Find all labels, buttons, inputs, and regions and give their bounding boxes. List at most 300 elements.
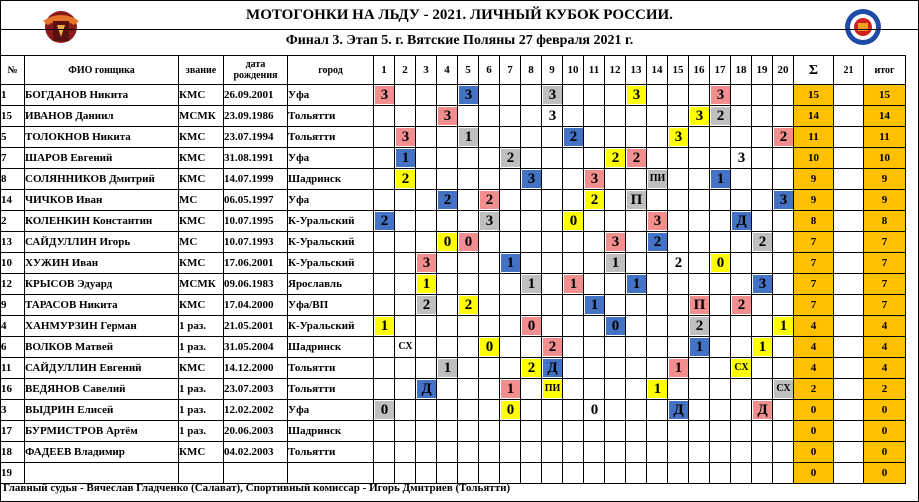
heat-result: 3 [459,86,478,104]
rider-city: Тольятти [288,379,374,400]
heat-cell [416,190,437,211]
table-row [1,358,906,379]
heat-result: 2 [732,296,751,314]
rider-dob: 31.05.2004 [224,337,288,358]
heat-cell [584,337,605,358]
rider-name: ХУЖИН Иван [25,253,179,274]
heat-cell [542,274,563,295]
heat-cell [458,211,479,232]
header-heat: 10 [563,56,584,85]
header-heat: 5 [458,56,479,85]
heat-result: 0 [501,401,520,419]
table-row [1,190,906,211]
heat-cell [542,190,563,211]
heat-21-cell [834,274,864,295]
heat-cell [563,442,584,463]
rider-number: 2 [1,211,25,232]
heat-cell [731,169,752,190]
heat-cell [437,232,458,253]
table-row [1,85,906,106]
heat-cell [521,274,542,295]
heat-cell [479,211,500,232]
heat-cell [437,169,458,190]
rider-total: 0 [864,463,906,484]
rider-sum: 4 [794,358,834,379]
heat-cell [374,106,395,127]
rider-name: КОЛЕНКИН Константин [25,211,179,232]
heat-cell [542,379,563,400]
table-row [1,232,906,253]
heat-result: 0 [459,233,478,251]
rider-sum: 14 [794,106,834,127]
heat-cell [647,463,668,484]
heat-cell [731,274,752,295]
rider-sum: 11 [794,127,834,148]
table-row [1,169,906,190]
rider-total: 10 [864,148,906,169]
heat-cell [710,106,731,127]
heat-cell [605,295,626,316]
rider-number: 9 [1,295,25,316]
heat-cell [542,169,563,190]
heat-cell [626,316,647,337]
header-heat: 16 [689,56,710,85]
heat-cell [752,211,773,232]
heat-result: 1 [375,317,394,335]
heat-cell [668,463,689,484]
rider-dob: 06.05.1997 [224,190,288,211]
heat-21-cell [834,190,864,211]
rider-rank: МСМК [179,106,224,127]
heat-cell [689,358,710,379]
heat-cell [416,253,437,274]
heat-cell [500,316,521,337]
heat-result: 3 [396,128,415,146]
heat-cell [689,400,710,421]
heat-cell [479,442,500,463]
heat-cell [773,316,794,337]
rider-dob: 31.08.1991 [224,148,288,169]
heat-21-cell [834,127,864,148]
heat-cell [731,232,752,253]
heat-result: 3 [753,275,772,293]
heat-cell [395,400,416,421]
heat-cell [521,379,542,400]
heat-cell [521,190,542,211]
table-row [1,463,906,484]
heat-cell [647,442,668,463]
heat-cell [395,379,416,400]
heat-cell [752,442,773,463]
heat-cell [605,358,626,379]
heat-result: 1 [648,380,667,398]
heat-cell [626,253,647,274]
heat-result: 2 [522,359,541,377]
heat-result: П [690,296,709,314]
heat-cell [626,463,647,484]
table-row [1,253,906,274]
heat-cell [689,274,710,295]
heat-result: 2 [480,191,499,209]
heat-21-cell [834,148,864,169]
heat-cell [416,148,437,169]
heat-cell [626,148,647,169]
rider-rank: КМС [179,253,224,274]
rider-rank: КМС [179,442,224,463]
rider-dob: 17.06.2001 [224,253,288,274]
heat-cell [647,127,668,148]
heat-cell [773,190,794,211]
heat-cell [668,232,689,253]
heat-cell [458,400,479,421]
heat-result: 1 [522,275,541,293]
heat-cell [542,421,563,442]
heat-cell [626,442,647,463]
heat-cell [374,253,395,274]
heat-cell [563,295,584,316]
header-sum: Σ [794,56,834,85]
heat-cell [500,400,521,421]
heat-cell [458,358,479,379]
heat-cell [374,463,395,484]
heat-cell [710,379,731,400]
heat-cell [437,211,458,232]
rider-city: Уфа [288,148,374,169]
heat-cell [689,463,710,484]
rider-rank: КМС [179,127,224,148]
table-row [1,295,906,316]
heat-cell [416,316,437,337]
heat-cell [458,106,479,127]
heat-result: 0 [585,401,604,419]
heat-cell [584,169,605,190]
heat-cell [395,442,416,463]
table-row [1,337,906,358]
rider-number: 4 [1,316,25,337]
heat-result: 2 [459,296,478,314]
heat-cell [542,232,563,253]
rider-name [25,463,179,484]
heat-cell [668,358,689,379]
heat-cell [689,127,710,148]
heat-cell [437,253,458,274]
heat-cell [374,211,395,232]
rider-city: Шадринск [288,337,374,358]
heat-cell [626,421,647,442]
heat-cell [521,106,542,127]
heat-cell [458,337,479,358]
rider-rank: 1 раз. [179,400,224,421]
rider-rank: МС [179,232,224,253]
heat-cell [605,232,626,253]
rider-city: Тольятти [288,358,374,379]
rider-number: 13 [1,232,25,253]
heat-result: 2 [396,170,415,188]
heat-cell [374,232,395,253]
rider-city: Тольятти [288,442,374,463]
heat-cell [479,463,500,484]
heat-cell [584,190,605,211]
heat-cell [605,148,626,169]
heat-result: 2 [585,191,604,209]
heat-cell [752,295,773,316]
rider-dob: 17.04.2000 [224,295,288,316]
heat-cell [647,379,668,400]
heat-cell [500,379,521,400]
heat-cell [437,358,458,379]
heat-cell [479,295,500,316]
heat-cell [458,169,479,190]
rider-rank: 1 раз. [179,379,224,400]
heat-cell [689,421,710,442]
heat-cell [416,295,437,316]
heat-cell [563,274,584,295]
heat-cell [374,85,395,106]
heat-cell [437,337,458,358]
heat-cell [689,316,710,337]
heat-21-cell [834,169,864,190]
heat-cell [773,169,794,190]
rider-dob: 12.02.2002 [224,400,288,421]
heat-cell [500,211,521,232]
rider-city: Тольятти [288,127,374,148]
rider-number: 15 [1,106,25,127]
rider-name: БУРМИСТРОВ Артём [25,421,179,442]
rider-sum: 4 [794,316,834,337]
heat-cell [626,85,647,106]
heat-cell [773,442,794,463]
rider-dob: 10.07.1995 [224,211,288,232]
heat-cell [731,400,752,421]
heat-cell [416,379,437,400]
heat-cell [647,148,668,169]
heat-result: 1 [753,338,772,356]
heat-cell [668,148,689,169]
heat-cell [500,295,521,316]
heat-cell [584,232,605,253]
heat-cell [668,127,689,148]
heat-cell [500,442,521,463]
heat-cell [521,463,542,484]
rider-city: Шадринск [288,421,374,442]
header-heat: 12 [605,56,626,85]
heat-result: 3 [438,107,457,125]
header-heat: 8 [521,56,542,85]
rider-dob: 10.07.1993 [224,232,288,253]
heat-cell [542,106,563,127]
heat-cell [710,421,731,442]
heat-cell [626,211,647,232]
rider-total: 7 [864,253,906,274]
heat-cell [479,316,500,337]
header-heat: 9 [542,56,563,85]
rider-sum: 2 [794,379,834,400]
heat-cell [647,106,668,127]
heat-21-cell [834,316,864,337]
rider-rank: МСМК [179,274,224,295]
heat-cell [626,106,647,127]
heat-result: 2 [711,107,730,125]
heat-cell [668,442,689,463]
heat-cell [563,379,584,400]
header-dob: дата рождения [224,56,288,85]
heat-cell [647,358,668,379]
rider-sum: 7 [794,295,834,316]
heat-cell [584,463,605,484]
heat-cell [584,148,605,169]
heat-cell [605,421,626,442]
heat-cell [437,295,458,316]
heat-cell [563,253,584,274]
page-subtitle: Финал 3. Этап 5. г. Вятские Поляны 27 февраля 2021 г. [285,33,634,48]
rider-name: САЙДУЛЛИН Игорь [25,232,179,253]
heat-result: 0 [480,338,499,356]
heat-cell [668,106,689,127]
rider-sum: 7 [794,274,834,295]
heat-cell [500,106,521,127]
heat-cell [773,211,794,232]
table-row [1,400,906,421]
footer-judges: Главный судья - Вячеслав Гладченко (Салават), Спортивный комиссар - Игорь Дмитриев (Тольятти) [3,482,511,494]
header-row [1,56,906,85]
heat-result: 3 [375,86,394,104]
heat-cell [752,169,773,190]
rider-city: Уфа [288,400,374,421]
rider-name: ХАНМУРЗИН Герман [25,316,179,337]
heat-cell [500,232,521,253]
heat-cell [605,127,626,148]
heat-cell [626,274,647,295]
heat-cell [437,85,458,106]
heat-result: 2 [753,233,772,251]
heat-21-cell [834,442,864,463]
heat-cell [710,442,731,463]
heat-21-cell [834,337,864,358]
rider-sum: 0 [794,463,834,484]
rider-total: 0 [864,442,906,463]
heat-result: 3 [417,254,436,272]
rider-name: ТОЛОКНОВ Никита [25,127,179,148]
rider-name: БОГДАНОВ Никита [25,85,179,106]
heat-cell [710,211,731,232]
heat-cell [584,127,605,148]
heat-cell [647,85,668,106]
heat-cell [584,211,605,232]
results-table [0,55,906,484]
heat-cell [773,148,794,169]
rider-dob [224,463,288,484]
heat-cell [416,337,437,358]
heat-result: 0 [522,317,541,335]
heat-result: 3 [690,107,709,125]
heat-cell [752,337,773,358]
heat-cell [605,190,626,211]
heat-cell [458,85,479,106]
heat-cell [584,85,605,106]
heat-cell [437,379,458,400]
heat-cell [521,148,542,169]
heat-cell [647,232,668,253]
header-heat: 14 [647,56,668,85]
rider-total: 14 [864,106,906,127]
heat-cell [563,232,584,253]
heat-cell [395,316,416,337]
rider-city: К-Уральский [288,316,374,337]
header-heat: 4 [437,56,458,85]
heat-cell [521,127,542,148]
heat-cell [710,232,731,253]
heat-cell [668,85,689,106]
heat-cell [689,106,710,127]
heat-21-cell [834,211,864,232]
heat-cell [374,148,395,169]
heat-cell [605,106,626,127]
heat-cell [437,274,458,295]
heat-cell [752,274,773,295]
header-heat: 19 [752,56,773,85]
heat-cell [542,211,563,232]
divider [0,29,919,30]
rider-sum: 7 [794,253,834,274]
heat-result: 3 [627,86,646,104]
heat-result: 3 [648,212,667,230]
heat-cell [752,106,773,127]
heat-cell [416,400,437,421]
heat-result: 3 [543,107,562,125]
rider-rank: КМС [179,211,224,232]
heat-cell [374,358,395,379]
header-heat: 1 [374,56,395,85]
heat-cell [773,379,794,400]
heat-cell [752,148,773,169]
heat-cell [416,358,437,379]
heat-cell [500,358,521,379]
heat-cell [752,127,773,148]
heat-cell [437,148,458,169]
heat-cell [479,253,500,274]
rider-total: 15 [864,85,906,106]
heat-cell [773,253,794,274]
heat-cell [752,379,773,400]
rider-name: ТАРАСОВ Никита [25,295,179,316]
rider-sum: 10 [794,148,834,169]
heat-cell [479,106,500,127]
heat-cell [416,106,437,127]
rider-city: К-Уральский [288,211,374,232]
heat-cell [731,190,752,211]
heat-cell [416,85,437,106]
rider-sum: 4 [794,337,834,358]
heat-cell [584,358,605,379]
heat-result: СХ [774,380,793,398]
heat-result: 2 [417,296,436,314]
heat-cell [542,295,563,316]
heat-cell [731,253,752,274]
heat-cell [437,442,458,463]
header-heat: 18 [731,56,752,85]
heat-cell [500,127,521,148]
rider-total: 0 [864,400,906,421]
table-row [1,127,906,148]
rider-number: 3 [1,400,25,421]
heat-cell [647,295,668,316]
heat-result: 1 [564,275,583,293]
page-title: МОТОГОНКИ НА ЛЬДУ - 2021. ЛИЧНЫЙ КУБОК РОССИИ. [246,7,673,23]
heat-21-cell [834,106,864,127]
heat-cell [647,316,668,337]
heat-cell [605,337,626,358]
rider-total: 7 [864,295,906,316]
